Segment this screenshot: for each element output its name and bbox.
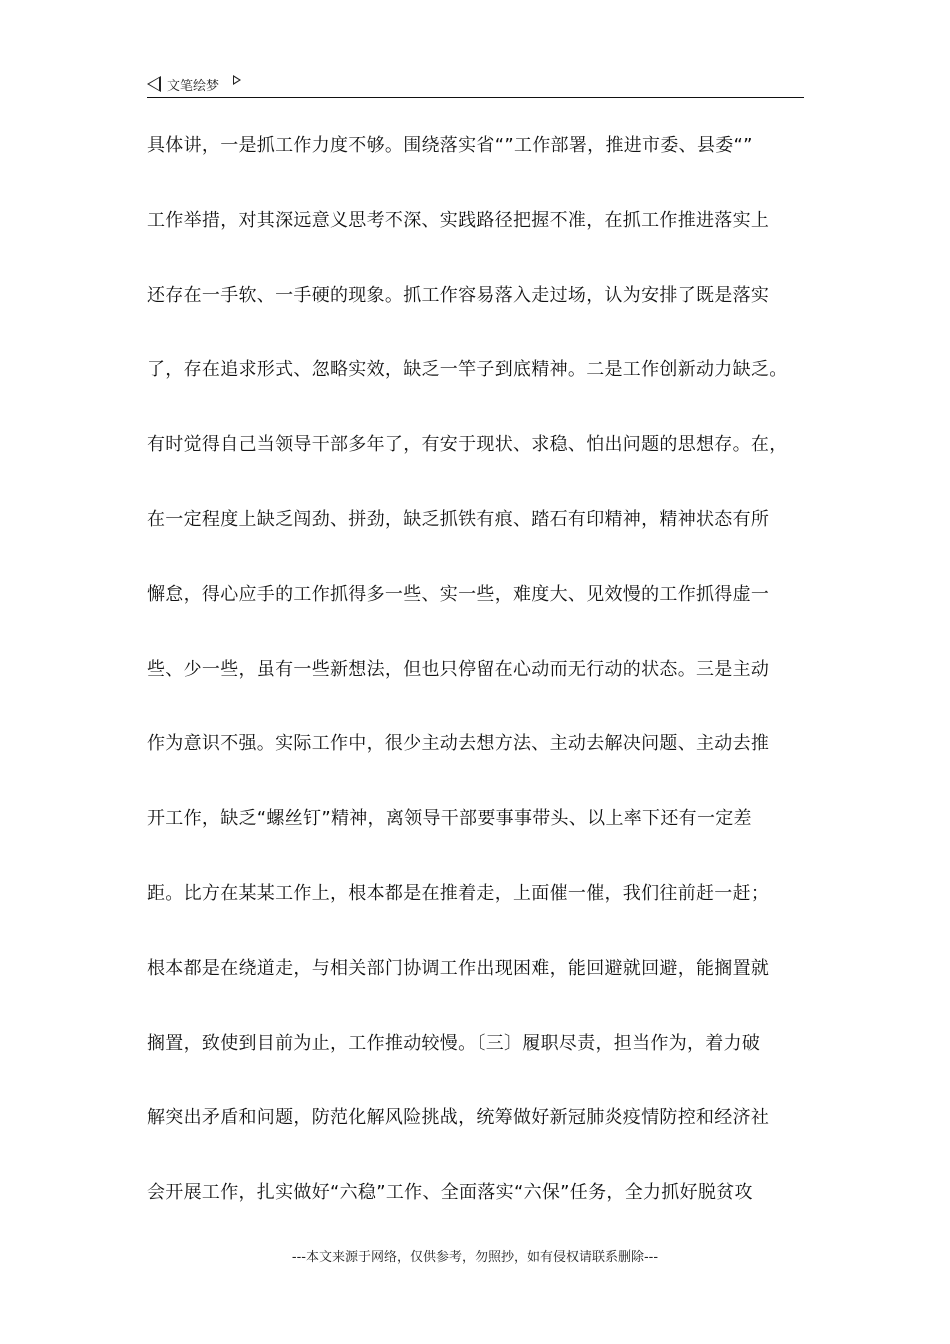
text-line: 在一定程度上缺乏闯劲、拼劲，缺乏抓铁有痕、踏石有印精神，精神状态有所: [147, 508, 770, 530]
text-line: 解突出矛盾和问题，防范化解风险挑战，统筹做好新冠肺炎疫情防控和经济社: [147, 1107, 770, 1129]
text-line: 还存在一手软、一手硬的现象。抓工作容易落入走过场，认为安排了既是落实: [147, 284, 770, 306]
text-line: 作为意识不强。实际工作中，很少主动去想方法、主动去解决问题、主动去推: [147, 733, 770, 755]
text-line: 些、少一些，虽有一些新想法，但也只停留在心动而无行动的状态。三是主动: [147, 658, 770, 680]
footer-disclaimer: ---本文来源于网络，仅供参考，勿照抄，如有侵权请联系删除---: [291, 1250, 659, 1265]
text-line: 根本都是在绕道走，与相关部门协调工作出现困难，能回避就回避，能搁置就: [147, 957, 770, 979]
triangle-right-icon: [233, 75, 241, 85]
triangle-left-icon: [147, 76, 161, 92]
text-line: 搁置，致使到目前为止，工作推动较慢。〔三〕履职尽责，担当作为，着力破: [147, 1032, 761, 1054]
text-line: 开工作，缺乏“螺丝钉”精神，离领导干部要事事带头、以上率下还有一定差: [147, 808, 752, 830]
header-title: 文笔绘梦: [167, 78, 220, 94]
text-line: 工作举措，对其深远意义思考不深、实践路径把握不准，在抓工作推进落实上: [147, 209, 770, 231]
body-paragraph: [147, 131, 827, 1253]
page-header: [147, 74, 241, 94]
text-line: 懈怠，得心应手的工作抓得多一些、实一些，难度大、见效慢的工作抓得虚一: [147, 583, 770, 605]
text-line: 距。比方在某某工作上，根本都是在推着走，上面催一催，我们往前赶一赶；: [147, 882, 770, 904]
text-line: 会开展工作，扎实做好“六稳”工作、全面落实“六保”任务，全力抓好脱贫攻: [147, 1182, 753, 1204]
text-line: 有时觉得自己当领导干部多年了，有安于现状、求稳、怕出问题的思想存。在，: [147, 434, 788, 456]
header-divider: [147, 97, 804, 98]
text-line: 了，存在追求形式、忽略实效，缺乏一竿子到底精神。二是工作创新动力缺乏。: [147, 359, 788, 381]
text-line: 具体讲，一是抓工作力度不够。围绕落实省“”工作部署，推进市委、县委“”: [147, 135, 753, 156]
